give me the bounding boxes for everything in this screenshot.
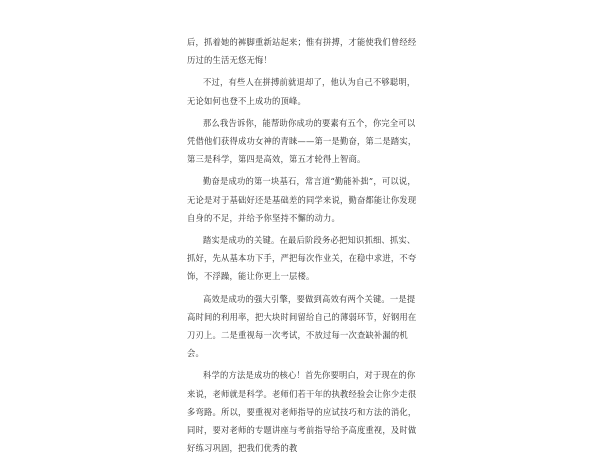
paragraph-1: 后，抓着她的裤脚重新站起来；惟有拼搏，才能使我们曾经经历过的生活无悠无悔！ [187, 37, 417, 66]
document-body [187, 33, 419, 461]
paragraph-6: 高效是成功的强大引擎，要做到高效有两个关键。一是提高时间的利用率，把大块时间留给自己的薄弱环节，好钢用在刀刃上。二是重视每一次考试，不放过每一次查缺补漏的机会。 [187, 293, 417, 359]
paragraph-5: 踏实是成功的关键。在最后阶段务必把知识抓细、抓实、抓好，先从基本功下手，严把每次作业关，在稳中求进，不夸饰，不浮躁，能让你更上一层楼。 [187, 235, 417, 282]
paragraph-2: 不过，有些人在拼搏前就退却了，他认为自己不够聪明，无论如何也登不上成功的顶峰。 [187, 77, 416, 106]
paragraph-4: 勤奋是成功的第一块基石，常言道“勤能补拙”，可以说，无论是对于基础好还是基础差的同学来说，勤奋都能让你发现自身的不足，并给予你坚持不懈的动力。 [187, 176, 417, 223]
paragraph-7: 科学的方法是成功的核心！首先你要明白，对于现在的你来说，老师就是科学。老师们若干年的执教经验会让你少走很多弯路。所以，要重视对老师指导的应试技巧和方法的消化，同时，要对老师的专题讲座与考前指导给予高度重视，及时做好练习巩固，把我们优秀的教 [187, 370, 417, 454]
paragraph-3: 那么我告诉你，能帮助你成功的要素有五个，你完全可以凭借他们获得成功女神的青睐——第一是勤奋，第二是踏实，第三是科学，第四是高效，第五才轮得上智商。 [187, 117, 417, 165]
